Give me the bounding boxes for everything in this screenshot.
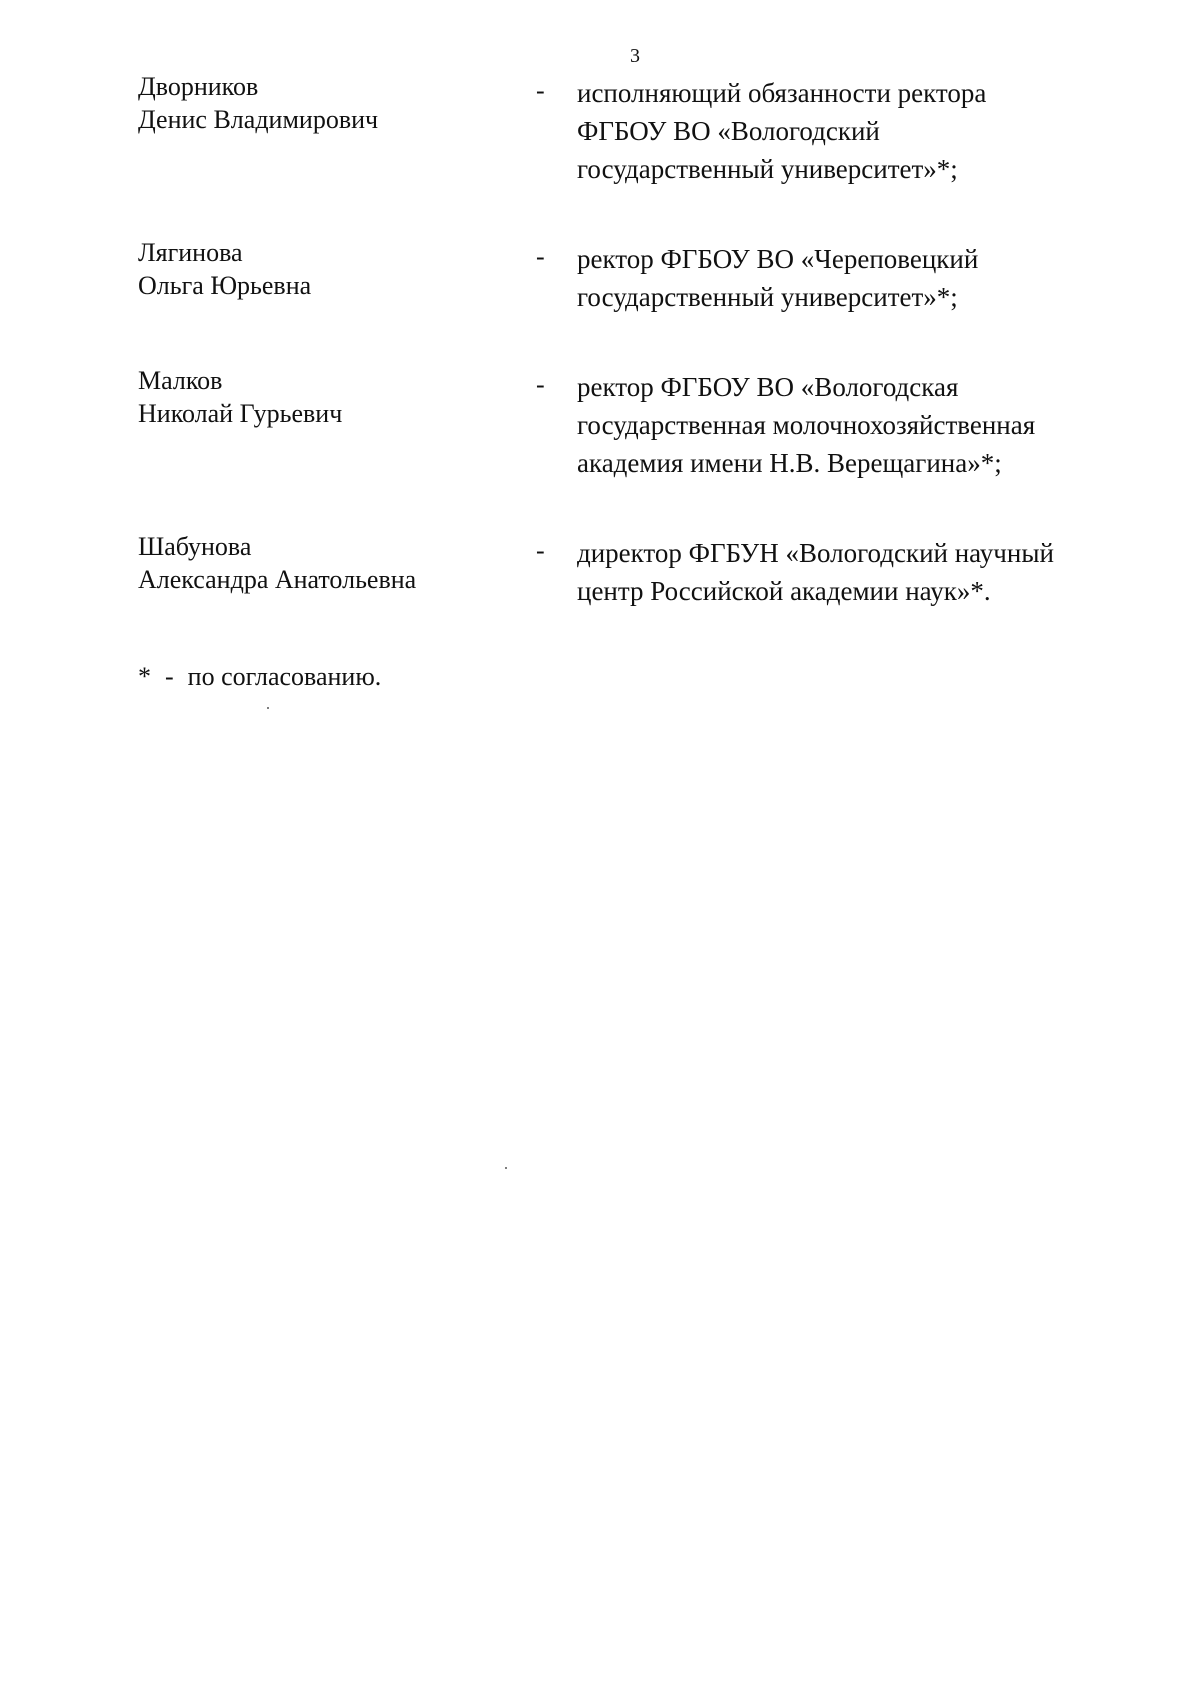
page-number: 3 — [630, 45, 640, 67]
member-dash: - — [536, 76, 545, 105]
footnote-text: по согласованию. — [187, 662, 382, 691]
footnote-dash: - — [165, 662, 174, 691]
member-surname: Дворников — [138, 72, 259, 101]
member-name — [138, 236, 518, 302]
member-dash: - — [536, 242, 545, 271]
footnote-marker: * — [138, 662, 151, 691]
role-line: исполняющий обязанности ректора — [577, 78, 987, 108]
member-given-names: Николай Гурьевич — [138, 399, 343, 428]
role-line: ФГБОУ ВО «Вологодский — [577, 116, 880, 146]
footnote — [138, 660, 381, 694]
role-line: директор ФГБУН «Вологодский научный — [577, 538, 1054, 568]
member-role — [577, 74, 1117, 188]
role-line: государственная молочнохозяйственная — [577, 410, 1036, 440]
member-surname: Шабунова — [138, 532, 252, 561]
member-given-names: Александра Анатольевна — [138, 565, 417, 594]
member-given-names: Денис Владимирович — [138, 105, 379, 134]
role-line: центр Российской академии наук»*. — [577, 576, 991, 606]
role-line: государственный университет»*; — [577, 282, 958, 312]
member-name — [138, 70, 518, 136]
scan-speck — [505, 1167, 507, 1169]
member-dash: - — [536, 370, 545, 399]
member-surname: Малков — [138, 366, 223, 395]
member-dash: - — [536, 536, 545, 565]
scan-speck — [267, 707, 269, 709]
member-role — [577, 534, 1117, 610]
member-name — [138, 364, 518, 430]
member-role — [577, 368, 1117, 482]
role-line: академия имени Н.В. Верещагина»*; — [577, 448, 1002, 478]
role-line: ректор ФГБОУ ВО «Вологодская — [577, 372, 959, 402]
member-name — [138, 530, 518, 596]
role-line: ректор ФГБОУ ВО «Череповецкий — [577, 244, 979, 274]
member-given-names: Ольга Юрьевна — [138, 271, 312, 300]
member-surname: Лягинова — [138, 238, 243, 267]
member-role — [577, 240, 1117, 316]
role-line: государственный университет»*; — [577, 154, 958, 184]
